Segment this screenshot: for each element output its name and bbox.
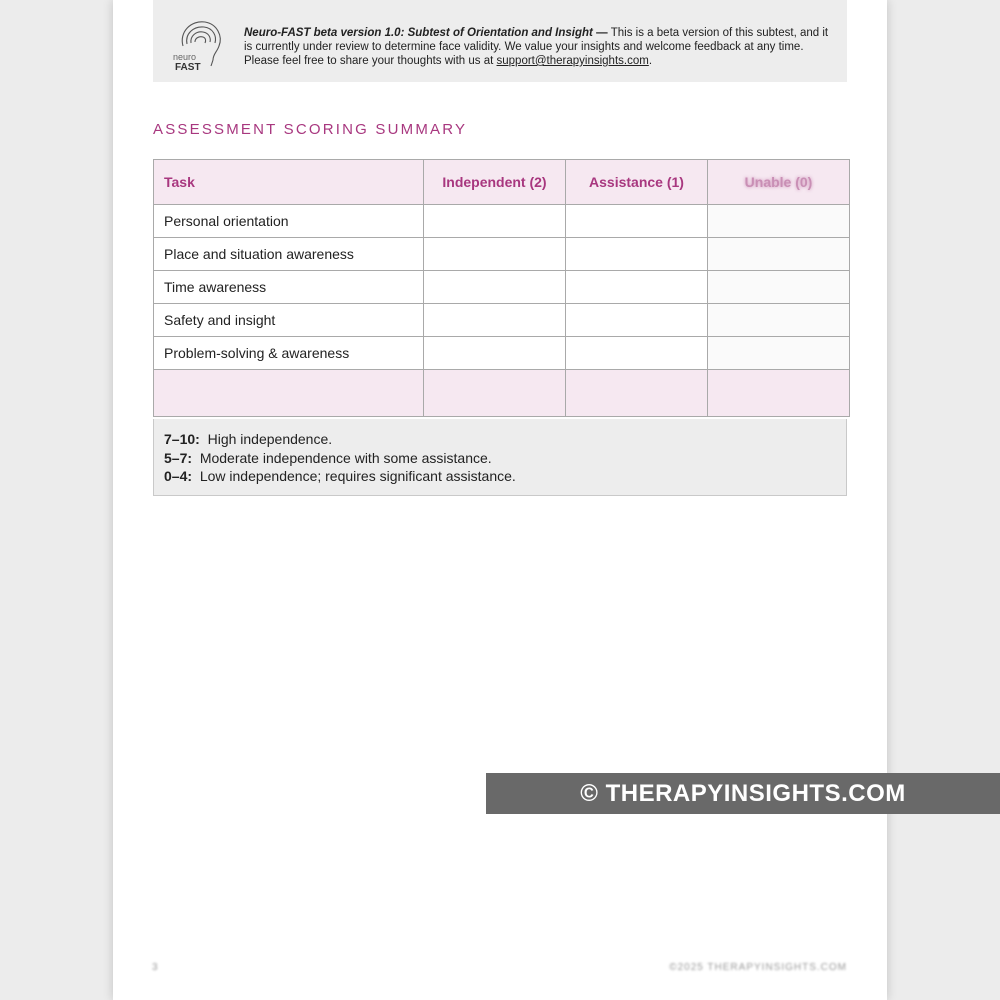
score-cell-independent[interactable]: [424, 205, 566, 238]
score-cell-unable[interactable]: [708, 271, 850, 304]
beta-notice-text: [244, 26, 834, 68]
table-row: [154, 304, 850, 337]
em-dash: —: [592, 27, 611, 39]
legend-item: [164, 449, 836, 468]
total-cell-unable[interactable]: [708, 370, 850, 417]
task-label: Problem-solving & awareness: [154, 337, 424, 370]
legend-text: Low independence; requires significant assistance.: [199, 468, 516, 484]
score-cell-assistance[interactable]: [566, 271, 708, 304]
legend-text: Moderate independence with some assistance.: [199, 449, 492, 466]
neuro-fast-logo-icon: [171, 16, 227, 72]
score-cell-independent[interactable]: [424, 304, 566, 337]
total-cell-assistance[interactable]: [566, 370, 708, 417]
document-page: [113, 0, 887, 1000]
score-cell-assistance[interactable]: [566, 337, 708, 370]
table-header-row: [154, 160, 850, 205]
notice-end: .: [648, 55, 653, 67]
task-label: Personal orientation: [154, 205, 424, 238]
section-title: ASSESSMENT SCORING SUMMARY: [153, 121, 468, 138]
legend-item: [164, 467, 836, 486]
score-legend: [153, 419, 847, 496]
header-unable: Unable (0): [708, 160, 850, 205]
task-label: Safety and insight: [154, 304, 424, 337]
total-cell-independent[interactable]: [424, 370, 566, 417]
header-independent: Independent (2): [424, 160, 566, 205]
score-cell-assistance[interactable]: [566, 304, 708, 337]
score-cell-independent[interactable]: [424, 337, 566, 370]
score-cell-independent[interactable]: [424, 238, 566, 271]
score-cell-assistance[interactable]: [566, 238, 708, 271]
notice-body: This is a beta version of this subtest, and it is currently under review to determine face validity. We value your insights and welcome feedback at any time. Please feel free to share your thoughts with us at: [244, 27, 829, 67]
watermark-banner: © THERAPYINSIGHTS.COM: [486, 773, 1000, 814]
svg-text:FAST: FAST: [175, 62, 201, 72]
total-label-cell: [154, 370, 424, 417]
task-label: Place and situation awareness: [154, 238, 424, 271]
beta-notice-banner: [153, 0, 847, 82]
table-row: [154, 271, 850, 304]
score-cell-unable[interactable]: [708, 238, 850, 271]
score-cell-independent[interactable]: [424, 271, 566, 304]
legend-text: High independence.: [207, 431, 333, 447]
score-cell-unable[interactable]: [708, 205, 850, 238]
footer-copyright: ©2025 THERAPYINSIGHTS.COM: [669, 962, 847, 973]
scoring-table: [153, 159, 850, 417]
legend-range: 5–7:: [164, 449, 193, 466]
score-cell-unable[interactable]: [708, 337, 850, 370]
table-row: [154, 238, 850, 271]
legend-range: 0–4:: [164, 468, 193, 484]
task-label: Time awareness: [154, 271, 424, 304]
total-row: [154, 370, 850, 417]
legend-range: 7–10:: [164, 431, 200, 447]
table-row: [154, 205, 850, 238]
table-row: [154, 337, 850, 370]
header-assistance: Assistance (1): [566, 160, 708, 205]
page-number: 3: [152, 962, 158, 973]
score-cell-unable[interactable]: [708, 304, 850, 337]
score-cell-assistance[interactable]: [566, 205, 708, 238]
subtest-title: Neuro-FAST beta version 1.0: Subtest of Orientation and Insight: [244, 27, 593, 39]
support-email-link[interactable]: support@therapyinsights.com: [496, 55, 649, 67]
legend-item: [164, 430, 836, 449]
svg-text:neuro: neuro: [173, 52, 197, 62]
header-task: Task: [154, 160, 424, 205]
